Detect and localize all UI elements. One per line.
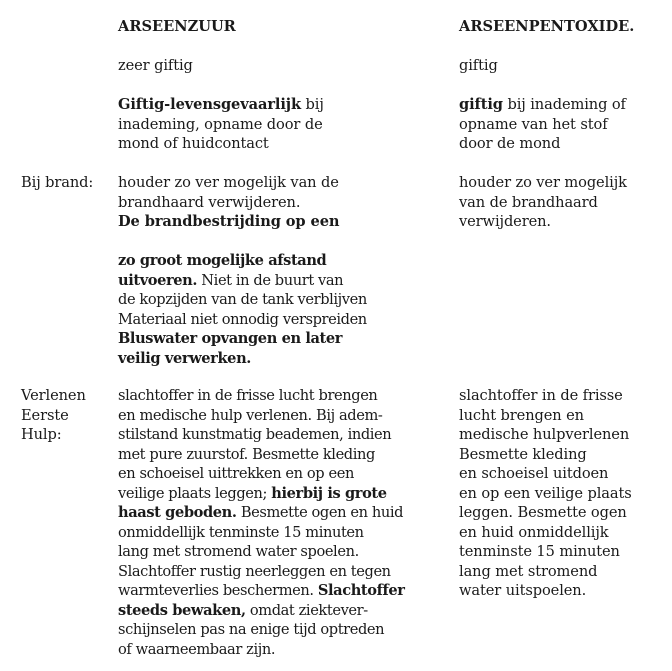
text-segment: of waarneembaar zijn. <box>118 640 276 658</box>
text-line <box>118 503 456 523</box>
fire-instructions-arseenpentoxide <box>459 173 669 232</box>
text-line <box>118 115 456 135</box>
text-line <box>118 523 456 543</box>
text-line <box>118 349 456 369</box>
text-segment: Niet in de buurt van <box>197 271 344 289</box>
text-line <box>459 542 669 562</box>
text-segment: water uitspoelen. <box>459 582 587 599</box>
text-segment: Materiaal niet onnodig verspreiden <box>118 310 367 328</box>
text-segment: tenminste 15 minuten <box>459 543 620 560</box>
text-segment: inademing, opname door de <box>118 115 323 133</box>
text-segment: stilstand kunstmatig beademen, indien <box>118 426 392 443</box>
text-segment: warmteverlies beschermen. <box>118 582 318 599</box>
text-segment: brandhaard verwijderen. <box>118 193 301 211</box>
bold-text-segment: giftig <box>459 96 503 113</box>
text-line <box>459 95 669 115</box>
text-segment: schijnselen pas na enige tijd optreden <box>118 621 385 638</box>
label-line: Verlenen <box>21 387 86 404</box>
text-line <box>118 581 456 601</box>
text-segment: onmiddellijk tenminste 15 minuten <box>118 523 364 541</box>
text-line <box>118 290 456 310</box>
text-line <box>459 581 669 601</box>
text-segment: veilige plaats leggen; <box>118 484 272 502</box>
text-segment: leggen. Besmette ogen <box>459 504 627 521</box>
text-line <box>459 484 669 504</box>
text-segment: en schoeisel uitdoen <box>459 465 609 482</box>
text-segment: houder zo ver mogelijk van de <box>118 174 339 191</box>
fire-instructions-arseenzuur-part2 <box>118 251 456 368</box>
text-line <box>118 310 456 330</box>
text-line <box>118 406 456 426</box>
text-segment: slachtoffer in de frisse lucht brengen <box>118 387 378 404</box>
hazard-arseenzuur <box>118 95 456 154</box>
text-line <box>118 134 456 154</box>
text-line <box>118 601 456 621</box>
bold-text-segment: Bluswater opvangen en later <box>118 330 343 347</box>
header-arseenpentoxide: ARSEENPENTOXIDE. <box>459 18 635 35</box>
text-line <box>118 464 456 484</box>
text-line <box>118 95 456 115</box>
text-segment: en huid onmiddellijk <box>459 523 609 541</box>
header-arseenzuur: ARSEENZUUR <box>118 18 236 35</box>
label-line: Hulp: <box>21 426 62 443</box>
text-line <box>459 562 669 582</box>
fire-label: Bij brand: <box>21 174 94 191</box>
text-segment: met pure zuurstof. Besmette kleding <box>118 445 375 463</box>
text-line <box>118 193 456 213</box>
toxicity-arseenzuur: zeer giftig <box>118 57 193 74</box>
hazard-arseenpentoxide <box>459 95 669 154</box>
first-aid-arseenpentoxide <box>459 386 669 601</box>
text-segment: van de brandhaard <box>459 193 598 211</box>
text-line <box>118 425 456 445</box>
text-segment: houder zo ver mogelijk <box>459 174 627 191</box>
text-line <box>118 562 456 582</box>
bold-text-segment: zo groot mogelijke afstand <box>118 252 327 269</box>
text-segment: bij <box>301 96 324 113</box>
text-segment: en medische hulp verlenen. Bij adem- <box>118 406 383 424</box>
text-segment: slachtoffer in de frisse <box>459 387 623 404</box>
bold-text-segment: veilig verwerken. <box>118 349 251 367</box>
text-segment: de kopzijden van de tank verblijven <box>118 291 367 308</box>
text-line <box>459 193 669 213</box>
bold-text-segment: steeds bewaken, <box>118 601 246 619</box>
text-segment: mond of huidcontact <box>118 135 269 152</box>
text-line <box>118 212 456 232</box>
first-aid-arseenzuur <box>118 386 456 659</box>
text-segment: en op een veilige plaats <box>459 484 632 502</box>
text-line <box>459 386 669 406</box>
text-line <box>459 173 669 193</box>
text-line <box>118 620 456 640</box>
bold-text-segment: Slachtoffer <box>317 582 405 599</box>
text-segment: door de mond <box>459 135 561 152</box>
text-line <box>459 115 669 135</box>
text-line <box>459 406 669 426</box>
text-line <box>118 271 456 291</box>
text-segment: lang met stromend <box>459 562 598 580</box>
text-segment: en schoeisel uittrekken en op een <box>118 465 354 482</box>
text-line <box>118 484 456 504</box>
text-segment: omdat ziektever- <box>245 601 368 619</box>
bold-text-segment: De brandbestrijding op een <box>118 213 340 230</box>
text-line <box>459 445 669 465</box>
text-segment: bij inademing of <box>502 96 626 113</box>
text-segment: Besmette kleding <box>459 445 587 463</box>
text-line <box>118 445 456 465</box>
label-line: Eerste <box>21 406 69 424</box>
text-line <box>459 134 669 154</box>
text-line <box>118 251 456 271</box>
first-aid-label <box>21 386 115 445</box>
text-line <box>459 212 669 232</box>
toxicity-arseenpentoxide: giftig <box>459 57 498 74</box>
text-line <box>118 329 456 349</box>
text-line <box>118 542 456 562</box>
text-segment: opname van het stof <box>459 115 608 133</box>
text-line <box>459 503 669 523</box>
bold-text-segment: uitvoeren. <box>118 271 198 289</box>
text-segment: lucht brengen en <box>459 406 584 424</box>
text-segment: lang met stromend water spoelen. <box>118 543 359 560</box>
text-line <box>118 386 456 406</box>
bold-text-segment: haast geboden. <box>118 504 237 521</box>
bold-text-segment: Giftig-levensgevaarlijk <box>118 96 302 113</box>
text-line <box>459 425 669 445</box>
text-segment: verwijderen. <box>459 213 551 230</box>
text-line <box>459 523 669 543</box>
text-line <box>118 173 456 193</box>
bold-text-segment: hierbij is grote <box>271 484 387 502</box>
text-line <box>459 464 669 484</box>
fire-instructions-arseenzuur-part1 <box>118 173 456 232</box>
text-segment: Slachtoffer rustig neerleggen en tegen <box>118 562 391 580</box>
text-line <box>118 640 456 660</box>
text-segment: medische hulpverlenen <box>459 426 630 443</box>
text-segment: Besmette ogen en huid <box>236 504 404 521</box>
